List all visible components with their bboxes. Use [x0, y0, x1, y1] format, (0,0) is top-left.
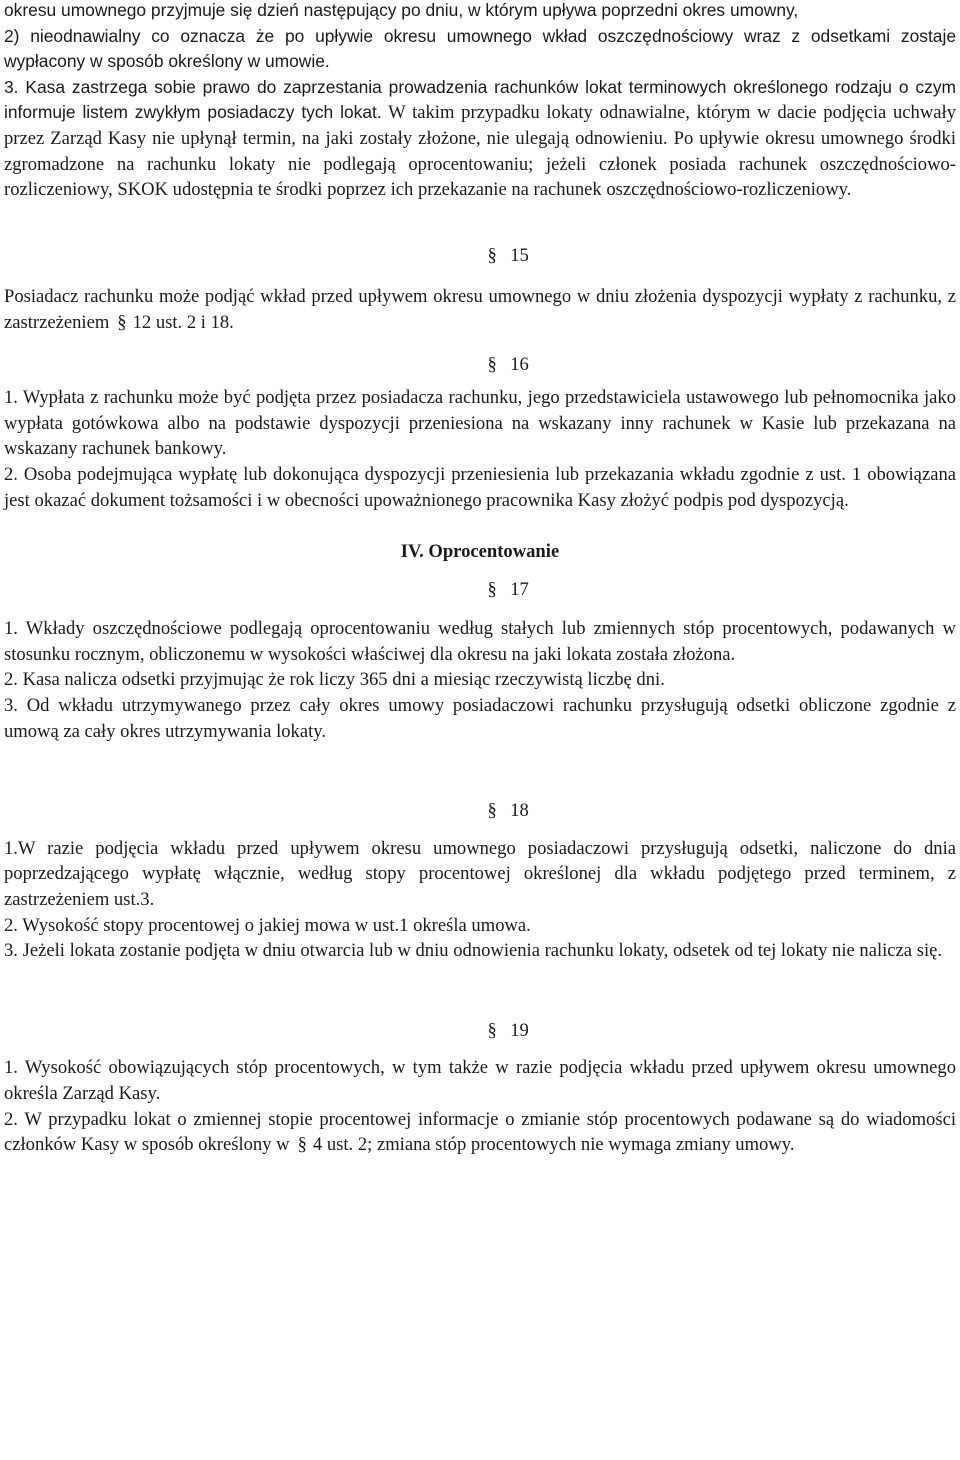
section-sign-icon [483, 1018, 501, 1044]
section-number: 19 [510, 1019, 529, 1041]
chapter-title: IV. Oprocentowanie [400, 541, 560, 563]
intro-point-3-part1: 3. Kasa zastrzega sobie prawo do zaprzestania prowadzenia rachunków lokat terminowych określonego rodzaju o czym informuje listem zwykłym posiadaczy tych lokat. [4, 76, 956, 123]
section-16-point-2: 2. Osoba podejmująca wypłatę lub dokonująca dyspozycji przeniesienia lub przekazania wkładu zgodnie z ust. 1 obowiązana jest okazać dokument tożsamości i w obecności upoważnionego pracownika Kasy złożyć podpis pod dyspozycją. [4, 463, 956, 511]
section-heading-15 [30, 243, 960, 269]
section-sign-icon [483, 577, 501, 603]
intro-point-3-part3: Po upływie okresu umownego środki zgromadzone na rachunku lokaty nie podlegają oprocentowaniu; jeżeli członek posiada rachunek oszczędnościowo-rozliczeniowy, SKOK udostępnia te środki poprzez ich przekazanie na rachunek oszczędnościowo-rozliczeniowy. [4, 127, 956, 201]
section-17-point-3: 3. Od wkładu utrzymywanego przez cały okres umowy posiadaczowi rachunku przysługują odsetki obliczone zgodnie z umową za cały okres utrzymywania lokaty. [4, 695, 956, 742]
section-heading-19 [30, 1018, 960, 1044]
section-number: 18 [510, 800, 529, 822]
section-15-text-after: 12 ust. 2 i 18. [132, 311, 234, 333]
section-19-point-1: 1. Wysokość obowiązujących stóp procentowych, w tym także w razie podjęcia wkładu przed upływem okresu umownego określa Zarząd Kasy. [4, 1057, 956, 1104]
section-19-point-2-before: 2. W przypadku lokat o zmiennej stopie procentowej informacje o zmianie stóp procentowych podawane są do wiadomości członków Kasy w sposób określony w [4, 1108, 956, 1156]
intro-point-3-part2: W takim przypadku lokaty odnawialne, którym w dacie podjęcia uchwały przez Zarząd Kasy nie upłynął termin, na jaki zostały złożone, nie ulegają odnowieniu. [4, 102, 956, 149]
section-heading-18 [30, 798, 960, 824]
section-sign-icon [483, 243, 501, 269]
section-15-text [4, 284, 956, 335]
section-sign-icon [117, 310, 126, 336]
section-18-point-2: 2. Wysokość stopy procentowej o jakiej mowa w ust.1 określa umowa. [4, 914, 531, 936]
intro-point-3 [4, 75, 956, 203]
section-sign-icon [483, 352, 501, 378]
section-heading-17 [30, 577, 960, 603]
section-sign-icon [298, 1132, 307, 1158]
section-number: 16 [510, 353, 529, 375]
section-19-point-2 [4, 1107, 956, 1158]
intro-line-a: okresu umownego przyjmuje się dzień następujący po dniu, w którym upływa poprzedni okres umowny, [4, 0, 799, 20]
section-number: 15 [510, 244, 529, 266]
section-number: 17 [510, 578, 529, 600]
intro-continuation [4, 0, 956, 75]
intro-line-b: 2) nieodnawialny co oznacza że po upływie okresu umownego wkład oszczędnościowy wraz z odsetkami zostaje wypłacony w sposób określony w umowie. [4, 25, 956, 72]
section-16-point-1: 1. Wypłata z rachunku może być podjęta przez posiadacza rachunku, jego przedstawiciela ustawowego lub pełnomocnika jako wypłata gotówkowa albo na podstawie dyspozycji przeniesiona na wskazany inny rachunek w Kasie lub przekazana na wskazany rachunek bankowy. [4, 387, 956, 460]
section-18-point-3: 3. Jeżeli lokata zostanie podjęta w dniu otwarcia lub w dniu odnowienia rachunku lokaty, odsetek od tej lokaty nie nalicza się. [4, 940, 943, 962]
section-heading-16 [30, 352, 960, 378]
section-19-point-2-after: 4 ust. 2; zmiana stóp procentowych nie wymaga zmiany umowy. [312, 1134, 795, 1156]
section-sign-icon [483, 798, 501, 824]
section-17-point-1: 1. Wkłady oszczędnościowe podlegają oprocentowaniu według stałych lub zmiennych stóp procentowych, podawanych w stosunku rocznym, obliczonemu w wysokości właściwej dla okresu na jaki lokata została złożona. [4, 618, 956, 665]
section-17-point-2: 2. Kasa nalicza odsetki przyjmując że rok liczy 365 dni a miesiąc rzeczywistą liczbę dni. [4, 669, 665, 691]
section-18-point-1: 1.W razie podjęcia wkładu przed upływem okresu umownego posiadaczowi przysługują odsetki, naliczone do dnia poprzedzającego wypłatę włącznie, według stopy procentowej określonej dla wkładu podjętego przed terminem, z zastrzeżeniem ust.3. [4, 837, 956, 911]
section-15-text-before: Posiadacz rachunku może podjąć wkład przed upływem okresu umownego w dniu złożenia dyspozycji wypłaty z rachunku, z zastrzeżeniem [4, 286, 956, 333]
